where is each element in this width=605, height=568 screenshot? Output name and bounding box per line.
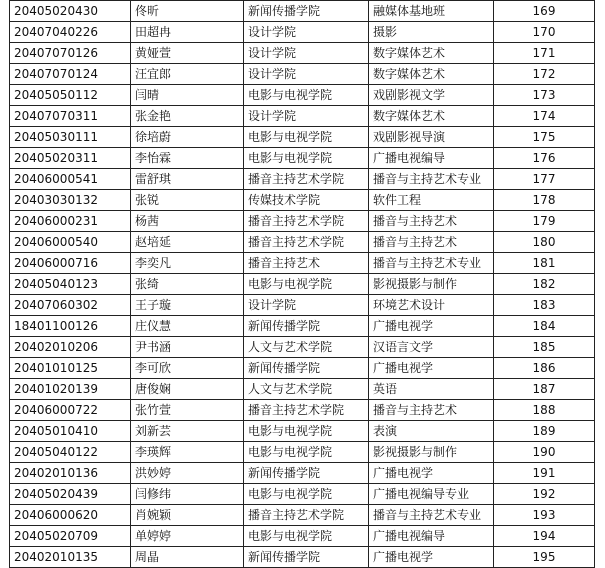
- table-row: [10, 127, 595, 148]
- student-name-cell: 佟昕: [131, 1, 244, 22]
- table-row: [10, 337, 595, 358]
- table-row: [10, 64, 595, 85]
- student-id-cell: 20405040122: [10, 442, 131, 463]
- school-cell: 设计学院: [244, 106, 369, 127]
- major-cell: 播音与主持艺术专业: [369, 505, 494, 526]
- rank-cell: 176: [494, 148, 595, 169]
- student-id-cell: 20405020439: [10, 484, 131, 505]
- rank-cell: 190: [494, 442, 595, 463]
- school-cell: 新闻传播学院: [244, 358, 369, 379]
- rank-cell: 187: [494, 379, 595, 400]
- student-name-cell: 张绮: [131, 274, 244, 295]
- table-row: [10, 505, 595, 526]
- table-row: [10, 379, 595, 400]
- student-id-cell: 20405050112: [10, 85, 131, 106]
- student-name-cell: 杨茜: [131, 211, 244, 232]
- student-name-cell: 李奕凡: [131, 253, 244, 274]
- rank-cell: 192: [494, 484, 595, 505]
- rank-cell: 191: [494, 463, 595, 484]
- student-name-cell: 洪妙婷: [131, 463, 244, 484]
- table-row: [10, 232, 595, 253]
- school-cell: 播音主持艺术学院: [244, 505, 369, 526]
- table-row: [10, 400, 595, 421]
- student-name-cell: 闫修纬: [131, 484, 244, 505]
- student-id-cell: 20402010135: [10, 547, 131, 568]
- student-id-cell: 20407070311: [10, 106, 131, 127]
- major-cell: 戏剧影视文学: [369, 85, 494, 106]
- student-name-cell: 肖婉颖: [131, 505, 244, 526]
- school-cell: 设计学院: [244, 64, 369, 85]
- major-cell: 数字媒体艺术: [369, 64, 494, 85]
- student-id-cell: 18401100126: [10, 316, 131, 337]
- table-row: [10, 463, 595, 484]
- rank-cell: 178: [494, 190, 595, 211]
- table-row: [10, 484, 595, 505]
- school-cell: 设计学院: [244, 295, 369, 316]
- student-id-cell: 20406000722: [10, 400, 131, 421]
- school-cell: 播音主持艺术学院: [244, 169, 369, 190]
- student-id-cell: 20406000716: [10, 253, 131, 274]
- student-id-cell: 20407060302: [10, 295, 131, 316]
- table-row: [10, 253, 595, 274]
- student-id-cell: 20405020311: [10, 148, 131, 169]
- student-name-cell: 雷舒琪: [131, 169, 244, 190]
- student-id-cell: 20403030132: [10, 190, 131, 211]
- school-cell: 新闻传播学院: [244, 1, 369, 22]
- school-cell: 播音主持艺术学院: [244, 211, 369, 232]
- school-cell: 新闻传播学院: [244, 463, 369, 484]
- student-name-cell: 单婷婷: [131, 526, 244, 547]
- student-name-cell: 王子璇: [131, 295, 244, 316]
- table-row: [10, 211, 595, 232]
- major-cell: 播音与主持艺术: [369, 211, 494, 232]
- rank-cell: 170: [494, 22, 595, 43]
- school-cell: 新闻传播学院: [244, 547, 369, 568]
- school-cell: 电影与电视学院: [244, 85, 369, 106]
- school-cell: 电影与电视学院: [244, 484, 369, 505]
- school-cell: 人文与艺术学院: [244, 337, 369, 358]
- student-id-cell: 20407070126: [10, 43, 131, 64]
- rank-cell: 171: [494, 43, 595, 64]
- school-cell: 电影与电视学院: [244, 148, 369, 169]
- rank-cell: 181: [494, 253, 595, 274]
- major-cell: 广播电视学: [369, 463, 494, 484]
- table-row: [10, 358, 595, 379]
- student-id-cell: 20405040123: [10, 274, 131, 295]
- student-name-cell: 尹书涵: [131, 337, 244, 358]
- major-cell: 广播电视编导: [369, 526, 494, 547]
- rank-cell: 174: [494, 106, 595, 127]
- table-row: [10, 526, 595, 547]
- major-cell: 摄影: [369, 22, 494, 43]
- major-cell: 环境艺术设计: [369, 295, 494, 316]
- major-cell: 广播电视学: [369, 316, 494, 337]
- rank-cell: 172: [494, 64, 595, 85]
- table-row: [10, 169, 595, 190]
- student-name-cell: 赵培延: [131, 232, 244, 253]
- major-cell: 广播电视编导: [369, 148, 494, 169]
- student-name-cell: 唐俊娴: [131, 379, 244, 400]
- rank-cell: 179: [494, 211, 595, 232]
- student-id-cell: 20407040226: [10, 22, 131, 43]
- student-id-cell: 20405030111: [10, 127, 131, 148]
- school-cell: 播音主持艺术学院: [244, 232, 369, 253]
- student-name-cell: 张金艳: [131, 106, 244, 127]
- school-cell: 电影与电视学院: [244, 526, 369, 547]
- table-row: [10, 190, 595, 211]
- rank-cell: 193: [494, 505, 595, 526]
- rank-cell: 186: [494, 358, 595, 379]
- table-row: [10, 316, 595, 337]
- school-cell: 设计学院: [244, 22, 369, 43]
- student-id-cell: 20406000541: [10, 169, 131, 190]
- student-id-cell: 20402010136: [10, 463, 131, 484]
- major-cell: 汉语言文学: [369, 337, 494, 358]
- student-name-cell: 周晶: [131, 547, 244, 568]
- school-cell: 电影与电视学院: [244, 442, 369, 463]
- major-cell: 影视摄影与制作: [369, 442, 494, 463]
- school-cell: 播音主持艺术学院: [244, 400, 369, 421]
- major-cell: 软件工程: [369, 190, 494, 211]
- major-cell: 广播电视编导专业: [369, 484, 494, 505]
- school-cell: 传媒技术学院: [244, 190, 369, 211]
- major-cell: 播音与主持艺术: [369, 400, 494, 421]
- rank-cell: 189: [494, 421, 595, 442]
- major-cell: 影视摄影与制作: [369, 274, 494, 295]
- student-id-cell: 20405010410: [10, 421, 131, 442]
- student-name-cell: 张竹萱: [131, 400, 244, 421]
- major-cell: 戏剧影视导演: [369, 127, 494, 148]
- major-cell: 播音与主持艺术专业: [369, 253, 494, 274]
- rank-cell: 173: [494, 85, 595, 106]
- rank-cell: 185: [494, 337, 595, 358]
- student-name-cell: 张锐: [131, 190, 244, 211]
- table-row: [10, 442, 595, 463]
- table-row: [10, 106, 595, 127]
- student-id-cell: 20406000620: [10, 505, 131, 526]
- major-cell: 广播电视学: [369, 547, 494, 568]
- major-cell: 数字媒体艺术: [369, 43, 494, 64]
- rank-cell: 175: [494, 127, 595, 148]
- major-cell: 融媒体基地班: [369, 1, 494, 22]
- rank-cell: 188: [494, 400, 595, 421]
- student-name-cell: 汪宜郎: [131, 64, 244, 85]
- school-cell: 设计学院: [244, 43, 369, 64]
- school-cell: 人文与艺术学院: [244, 379, 369, 400]
- major-cell: 播音与主持艺术: [369, 232, 494, 253]
- rank-cell: 180: [494, 232, 595, 253]
- major-cell: 英语: [369, 379, 494, 400]
- table-row: [10, 85, 595, 106]
- table-row: [10, 274, 595, 295]
- student-name-cell: 刘新芸: [131, 421, 244, 442]
- admission-roster-table: [9, 0, 595, 568]
- student-name-cell: 田超冉: [131, 22, 244, 43]
- rank-cell: 183: [494, 295, 595, 316]
- student-name-cell: 徐培蔚: [131, 127, 244, 148]
- table-row: [10, 22, 595, 43]
- student-name-cell: 黄娅萱: [131, 43, 244, 64]
- table-row: [10, 1, 595, 22]
- major-cell: 表演: [369, 421, 494, 442]
- rank-cell: 177: [494, 169, 595, 190]
- student-id-cell: 20406000231: [10, 211, 131, 232]
- student-name-cell: 庄仪慧: [131, 316, 244, 337]
- rank-cell: 194: [494, 526, 595, 547]
- school-cell: 播音主持艺术: [244, 253, 369, 274]
- major-cell: 数字媒体艺术: [369, 106, 494, 127]
- student-name-cell: 李瑛辉: [131, 442, 244, 463]
- student-id-cell: 20401010125: [10, 358, 131, 379]
- student-id-cell: 20407070124: [10, 64, 131, 85]
- table-row: [10, 421, 595, 442]
- school-cell: 电影与电视学院: [244, 127, 369, 148]
- student-id-cell: 20405020430: [10, 1, 131, 22]
- table-row: [10, 148, 595, 169]
- major-cell: 广播电视学: [369, 358, 494, 379]
- student-id-cell: 20405020709: [10, 526, 131, 547]
- school-cell: 新闻传播学院: [244, 316, 369, 337]
- student-id-cell: 20401020139: [10, 379, 131, 400]
- student-name-cell: 闫晴: [131, 85, 244, 106]
- student-id-cell: 20402010206: [10, 337, 131, 358]
- table-row: [10, 295, 595, 316]
- student-id-cell: 20406000540: [10, 232, 131, 253]
- major-cell: 播音与主持艺术专业: [369, 169, 494, 190]
- rank-cell: 169: [494, 1, 595, 22]
- student-name-cell: 李可欣: [131, 358, 244, 379]
- student-name-cell: 李怡霖: [131, 148, 244, 169]
- rank-cell: 182: [494, 274, 595, 295]
- rank-cell: 184: [494, 316, 595, 337]
- table-row: [10, 547, 595, 568]
- school-cell: 电影与电视学院: [244, 421, 369, 442]
- school-cell: 电影与电视学院: [244, 274, 369, 295]
- roster-body: [10, 1, 595, 568]
- rank-cell: 195: [494, 547, 595, 568]
- table-row: [10, 43, 595, 64]
